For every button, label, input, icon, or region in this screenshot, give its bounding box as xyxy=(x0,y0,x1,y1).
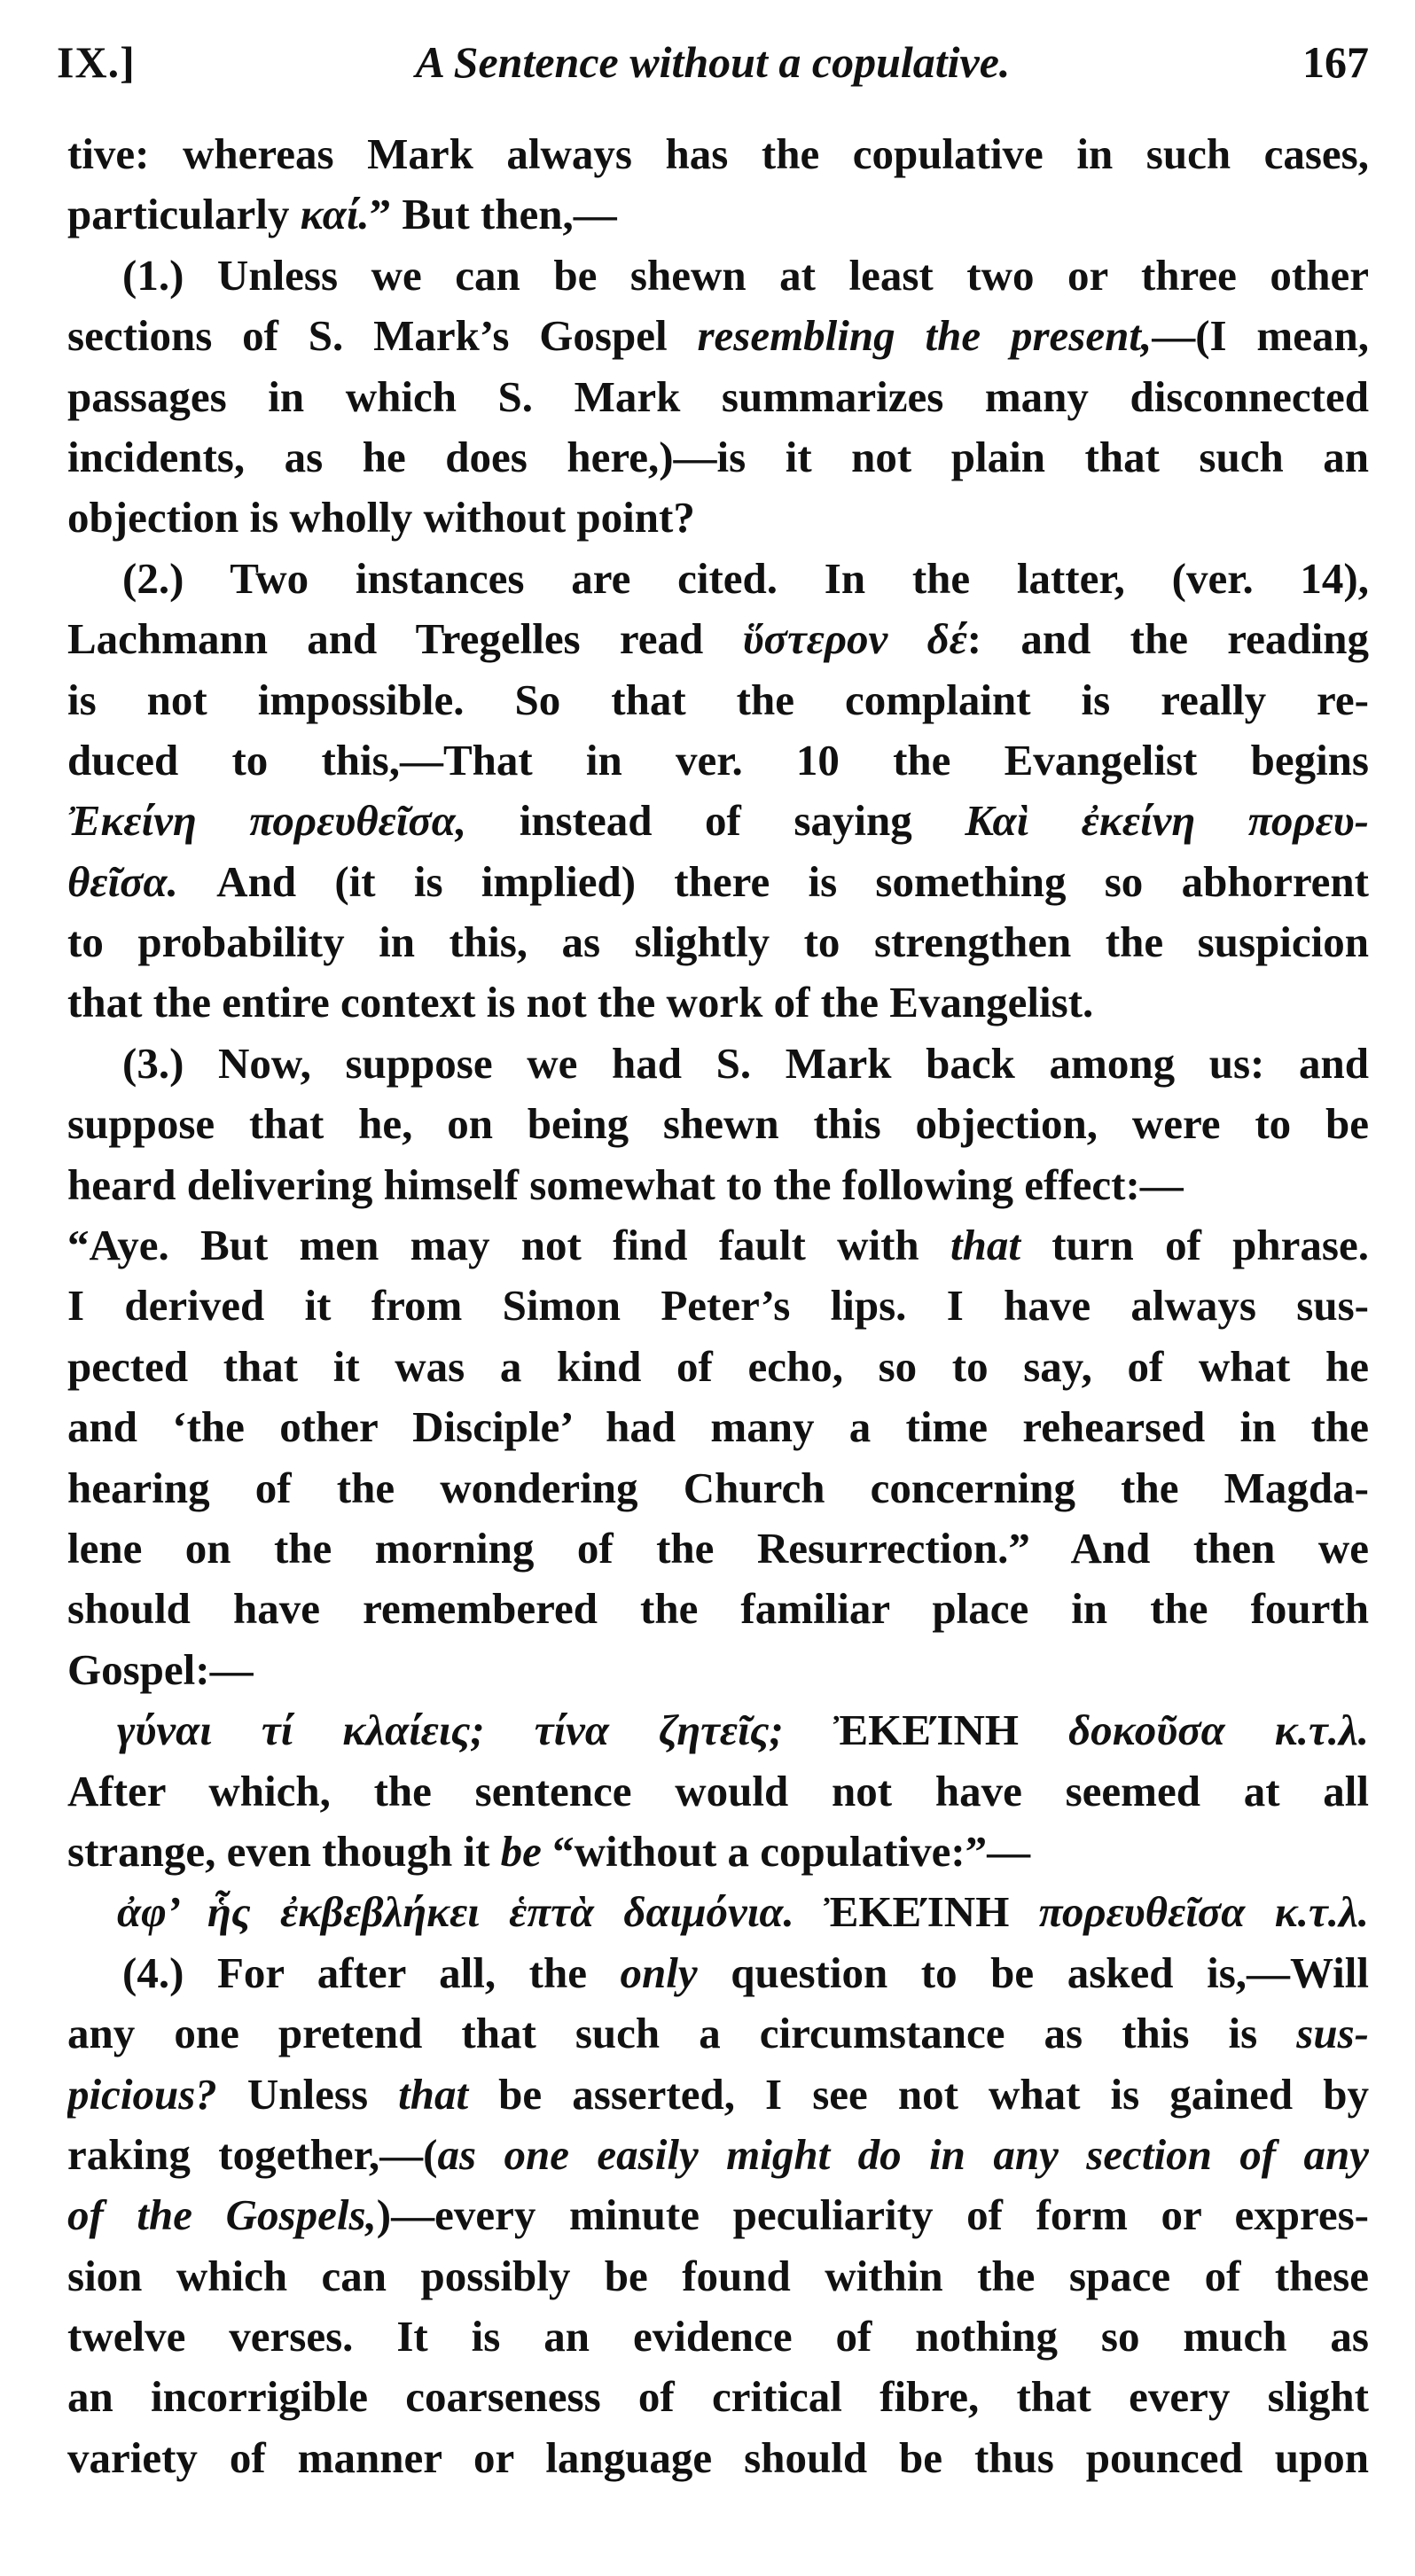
text-line xyxy=(67,1397,1369,1457)
text-line xyxy=(67,549,1369,609)
italic-text: Καὶ ἐκείνη πορευ- xyxy=(965,796,1369,846)
text-run: ἘΚΕΊΝΗ xyxy=(824,1887,1010,1937)
text-run: : and the reading xyxy=(966,614,1369,664)
text-line xyxy=(67,1518,1369,1579)
text-line xyxy=(67,306,1369,366)
text-run: particularly xyxy=(67,190,301,239)
text-run: )—every minute peculiarity of form or expres- xyxy=(376,2190,1369,2240)
italic-text: θεῖσα. xyxy=(67,856,178,906)
text-line xyxy=(67,1943,1369,2003)
text-line xyxy=(67,184,1369,245)
italic-text: that xyxy=(950,1221,1020,1270)
italic-text: πορευθεῖσα κ.τ.λ. xyxy=(1009,1887,1369,1937)
text-run: (3.) Now, suppose we had S. Mark back among us: and xyxy=(122,1038,1369,1088)
text-run: and ‘the other Disciple’ had many a time rehearsed in the xyxy=(67,1402,1369,1452)
text-line xyxy=(67,124,1369,184)
italic-text: resembling the present, xyxy=(697,311,1153,361)
text-line xyxy=(67,1761,1369,1822)
text-line xyxy=(67,972,1369,1033)
text-run: pected that it was a kind of echo, so to say, of what he xyxy=(67,1341,1369,1391)
italic-text: picious? xyxy=(67,2069,217,2119)
body-text xyxy=(67,124,1369,2488)
text-line xyxy=(67,609,1369,669)
text-run: raking together,—( xyxy=(67,2129,438,2179)
text-line xyxy=(67,2246,1369,2307)
text-run: suppose that he, on being shewn this objection, were to be xyxy=(67,1099,1369,1149)
text-line xyxy=(67,1215,1369,1276)
text-run: ” But then,— xyxy=(369,190,617,239)
italic-text: of the Gospels, xyxy=(67,2190,377,2240)
italic-text: ὕστερον δέ xyxy=(742,614,967,664)
text-line xyxy=(67,2003,1369,2064)
text-run: variety of manner or language should be thus pounced upon xyxy=(67,2432,1369,2482)
text-line xyxy=(67,2367,1369,2427)
text-line xyxy=(67,1276,1369,1336)
text-line xyxy=(67,1882,1369,1942)
text-run: I derived it from Simon Peter’s lips. I have always sus- xyxy=(67,1281,1369,1331)
text-run: incidents, as he does here,)—is it not plain that such an xyxy=(67,432,1369,481)
text-line xyxy=(67,670,1369,730)
text-run: any one pretend that such a circumstance as this is xyxy=(67,2009,1297,2058)
text-run: duced to this,—That in ver. 10 the Evangelist begins xyxy=(67,735,1369,785)
italic-text: καί. xyxy=(300,190,370,239)
text-run: Unless xyxy=(216,2069,399,2119)
text-line xyxy=(67,1700,1369,1760)
text-run: Gospel:— xyxy=(67,1644,254,1694)
text-run: “without a copulative:”— xyxy=(541,1826,1031,1876)
text-line xyxy=(67,2065,1369,2125)
text-line xyxy=(67,730,1369,791)
text-run: “Aye. But men may not find fault with xyxy=(67,1221,950,1270)
text-run: turn of phrase. xyxy=(1020,1221,1369,1270)
text-run: hearing of the wondering Church concerning the Magda- xyxy=(67,1463,1369,1512)
running-title: A Sentence without a copulative. xyxy=(415,37,1011,87)
text-line xyxy=(67,912,1369,972)
text-line xyxy=(67,488,1369,548)
text-line xyxy=(67,2307,1369,2367)
text-run: to probability in this, as slightly to strengthen the suspicion xyxy=(67,917,1369,967)
text-run: And (it is implied) there is something so abhorrent xyxy=(177,856,1369,906)
italic-text: δοκοῦσα κ.τ.λ. xyxy=(1019,1706,1369,1755)
text-run: heard delivering himself somewhat to the following effect:— xyxy=(67,1159,1184,1209)
text-line xyxy=(67,1579,1369,1639)
text-line xyxy=(67,1155,1369,1215)
italic-text: sus- xyxy=(1296,2009,1369,2058)
text-line xyxy=(67,1822,1369,1882)
text-line xyxy=(67,852,1369,912)
text-line xyxy=(67,1094,1369,1154)
text-run: twelve verses. It is an evidence of nothing so much as xyxy=(67,2312,1369,2361)
running-header xyxy=(57,27,1369,98)
text-run: (2.) Two instances are cited. In the latter, (ver. 14), xyxy=(122,553,1369,603)
italic-text: that xyxy=(398,2069,469,2119)
text-line xyxy=(67,2125,1369,2185)
italic-text: as one easily might do in any section of any xyxy=(437,2129,1369,2179)
text-line xyxy=(67,367,1369,427)
italic-text: only xyxy=(620,1948,698,1997)
text-run: Lachmann and Tregelles read xyxy=(67,614,743,664)
text-run: objection is wholly without point? xyxy=(67,493,695,543)
text-run: instead of saying xyxy=(466,796,965,846)
text-line xyxy=(67,427,1369,488)
text-line xyxy=(67,2428,1369,2488)
text-run: tive: whereas Mark always has the copulative in such cases, xyxy=(67,129,1369,178)
italic-text: γύναι τί κλαίεις; τίνα ζητεῖς; xyxy=(117,1706,833,1755)
text-run: be asserted, I see not what is gained by xyxy=(468,2069,1369,2119)
page-number: 167 xyxy=(1302,37,1369,87)
text-run: lene on the morning of the Resurrection.” And then we xyxy=(67,1523,1369,1573)
italic-text: be xyxy=(500,1826,542,1876)
text-run: that the entire context is not the work of the Evangelist. xyxy=(67,978,1094,1027)
text-run: sion which can possibly be found within the space of these xyxy=(67,2251,1369,2300)
chapter-number: IX.] xyxy=(57,37,136,87)
text-line xyxy=(67,1458,1369,1518)
italic-text: ἀφ’ ἧς ἐκβεβλήκει ἑπτὰ δαιμόνια. xyxy=(117,1887,825,1937)
text-line xyxy=(67,791,1369,851)
text-run: ἘΚΕΊΝΗ xyxy=(833,1706,1019,1755)
text-line xyxy=(67,1337,1369,1397)
text-run: question to be asked is,—Will xyxy=(697,1948,1369,1997)
italic-text: Ἐκείνη πορευθεῖσα, xyxy=(67,796,467,846)
text-run: —(I mean, xyxy=(1152,311,1369,361)
text-run: (4.) For after all, the xyxy=(122,1948,621,1997)
text-line xyxy=(67,1034,1369,1094)
text-run: After which, the sentence would not have seemed at all xyxy=(67,1766,1369,1815)
text-run: is not impossible. So that the complaint is really re- xyxy=(67,675,1369,724)
text-run: strange, even though it xyxy=(67,1826,501,1876)
text-run: an incorrigible coarseness of critical fibre, that every slight xyxy=(67,2372,1369,2422)
text-line xyxy=(67,2185,1369,2245)
text-run: should have remembered the familiar place in the fourth xyxy=(67,1584,1369,1634)
text-run: sections of S. Mark’s Gospel xyxy=(67,311,698,361)
text-run: passages in which S. Mark summarizes many disconnected xyxy=(67,371,1369,421)
text-line xyxy=(67,246,1369,306)
text-line xyxy=(67,1640,1369,1700)
text-run: (1.) Unless we can be shewn at least two or three other xyxy=(122,250,1369,300)
